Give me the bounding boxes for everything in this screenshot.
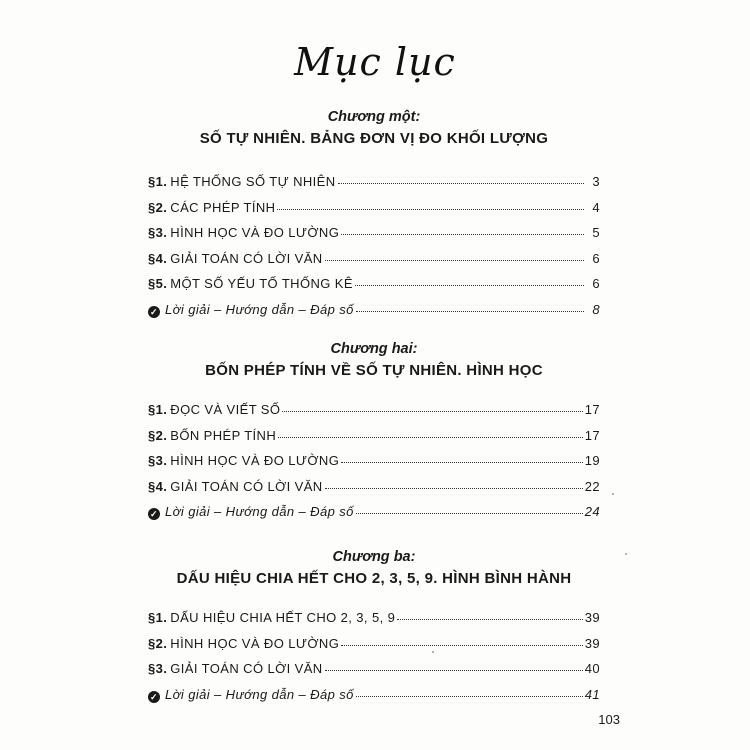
entry-page: 41: [584, 686, 600, 702]
section-number: §5.: [148, 276, 168, 291]
entry-title: CÁC PHÉP TÍNH: [170, 199, 276, 215]
section-number: §4.: [148, 478, 168, 494]
chapter-3: [148, 548, 600, 710]
entry-page: 22: [584, 478, 600, 494]
entry-page: 5: [592, 225, 600, 240]
entry-title: HÌNH HỌC VÀ ĐO LƯỜNG: [170, 453, 340, 468]
dot-leader: [341, 450, 583, 463]
chapter-1: [148, 108, 600, 325]
section-number: §2.: [148, 199, 168, 215]
entry-title: GIẢI TOÁN CÓ LỜI VĂN: [170, 478, 323, 494]
entry-title: GIẢI TOÁN CÓ LỜI VĂN: [170, 250, 323, 266]
paper-speck: [432, 651, 434, 653]
entry-page: 6: [592, 276, 600, 291]
entry-title: DẤU HIỆU CHIA HẾT CHO 2, 3, 5, 9: [170, 610, 396, 625]
dot-leader: [341, 222, 584, 235]
check-circle-icon: ✓: [148, 508, 160, 520]
toc-entry: [148, 172, 600, 198]
chapter-heading: BỐN PHÉP TÍNH VỀ SỐ TỰ NHIÊN. HÌNH HỌC: [205, 362, 543, 379]
toc-entry: [148, 274, 600, 300]
entry-title: HỆ THỐNG SỐ TỰ NHIÊN: [170, 174, 336, 189]
entry-page: 19: [584, 453, 600, 468]
dot-leader: [341, 633, 583, 646]
toc-entry: [148, 477, 600, 503]
toc-entry: [148, 451, 600, 477]
section-number: §1.: [148, 610, 168, 625]
toc-entry: [148, 400, 600, 426]
check-circle-icon: ✓: [148, 306, 160, 318]
dot-leader: [397, 607, 583, 620]
page-number: 103: [598, 712, 620, 727]
entry-title: MỘT SỐ YẾU TỐ THỐNG KÊ: [170, 276, 353, 291]
dot-leader: [356, 501, 583, 514]
dot-leader: [278, 425, 583, 438]
entry-title: ĐỌC VÀ VIẾT SỐ: [170, 402, 281, 417]
entry-title: HÌNH HỌC VÀ ĐO LƯỜNG: [170, 225, 340, 240]
toc-entry: [148, 198, 600, 224]
section-number: §2.: [148, 635, 168, 651]
section-number: §3.: [148, 453, 168, 468]
check-circle-icon: ✓: [148, 691, 160, 703]
section-number: §1.: [148, 174, 168, 189]
toc-solution-entry: [148, 685, 600, 711]
paper-speck: [625, 553, 627, 555]
paper-speck: [612, 493, 614, 495]
dot-leader: [355, 273, 584, 286]
dot-leader: [282, 399, 582, 412]
section-number: §2.: [148, 427, 168, 443]
section-number: §3.: [148, 225, 168, 240]
toc-entry: [148, 634, 600, 660]
entry-title: Lời giải – Hướng dẫn – Đáp số: [165, 504, 354, 519]
entry-title: BỐN PHÉP TÍNH: [170, 427, 277, 443]
entry-title: Lời giải – Hướng dẫn – Đáp số: [165, 301, 354, 317]
chapter-label: Chương ba:: [332, 549, 416, 565]
section-number: §4.: [148, 250, 168, 266]
dot-leader: [356, 299, 584, 312]
toc-entry: [148, 608, 600, 634]
entry-page: 40: [584, 661, 600, 676]
dot-leader: [277, 197, 584, 210]
entry-page: 17: [584, 402, 600, 417]
chapter-heading: SỐ TỰ NHIÊN. BẢNG ĐƠN VỊ ĐO KHỐI LƯỢNG: [199, 130, 549, 147]
dot-leader: [325, 248, 584, 261]
toc-entry: [148, 223, 600, 249]
entry-title: Lời giải – Hướng dẫn – Đáp số: [165, 686, 354, 702]
entry-page: 4: [592, 199, 600, 215]
dot-leader: [325, 476, 583, 489]
chapter-2: [148, 340, 600, 528]
dot-leader: [338, 171, 584, 184]
section-number: §1.: [148, 402, 168, 417]
dot-leader: [325, 658, 583, 671]
entry-page: 8: [592, 301, 600, 317]
entry-page: 3: [592, 174, 600, 189]
toc-entry: [148, 249, 600, 275]
entry-page: 24: [584, 504, 600, 519]
section-number: §3.: [148, 661, 168, 676]
chapter-heading: DẤU HIỆU CHIA HẾT CHO 2, 3, 5, 9. HÌNH BÌNH HÀNH: [176, 570, 572, 587]
entry-page: 39: [584, 610, 600, 625]
chapter-label: Chương một:: [327, 109, 421, 125]
entry-page: 6: [592, 250, 600, 266]
entry-page: 39: [584, 635, 600, 651]
toc-entry: [148, 426, 600, 452]
toc-solution-entry: [148, 300, 600, 326]
toc-title: Mục lục: [294, 40, 456, 84]
entry-title: HÌNH HỌC VÀ ĐO LƯỜNG: [170, 635, 340, 651]
toc-entry: [148, 659, 600, 685]
chapter-label: Chương hai:: [330, 341, 418, 357]
entry-page: 17: [584, 427, 600, 443]
toc-solution-entry: [148, 502, 600, 528]
dot-leader: [356, 684, 583, 697]
entry-title: GIẢI TOÁN CÓ LỜI VĂN: [170, 661, 323, 676]
